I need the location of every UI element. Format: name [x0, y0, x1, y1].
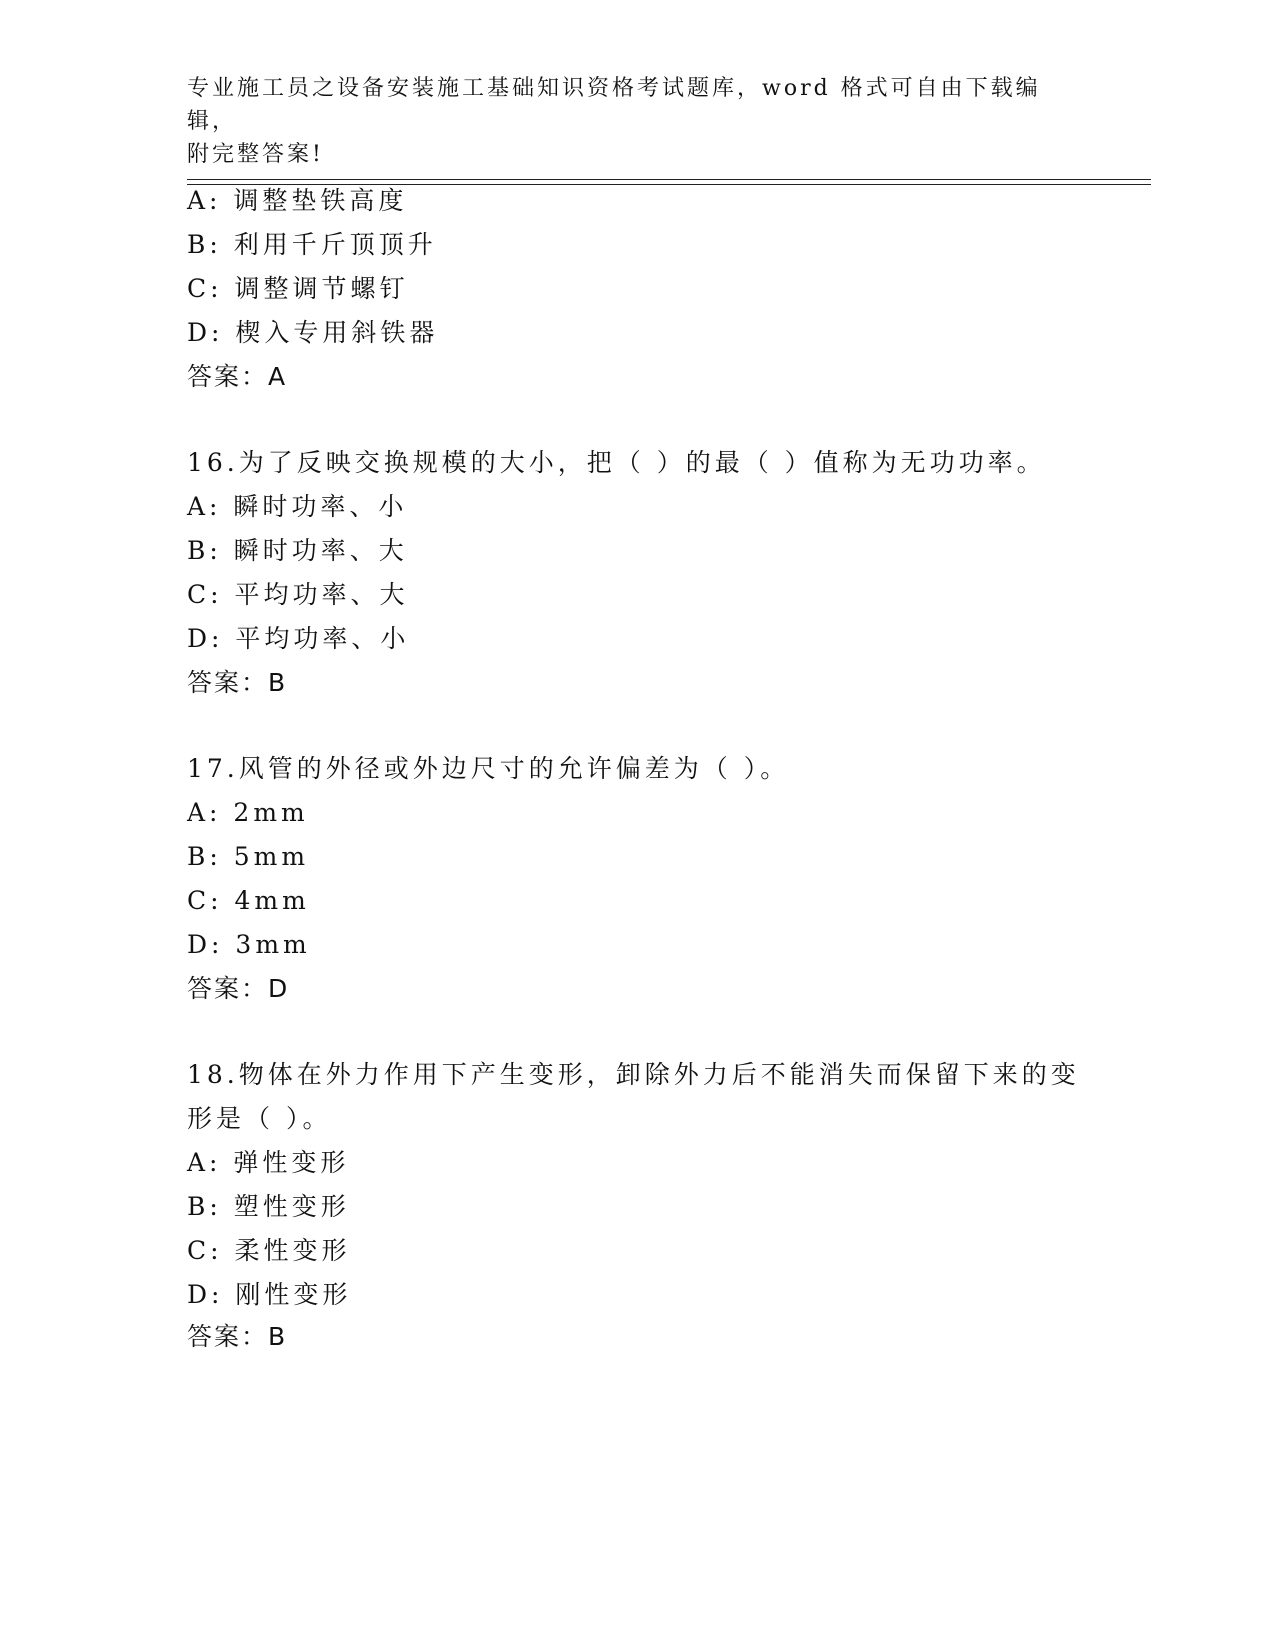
header-divider-bottom [187, 184, 1151, 185]
question-text-line-2: 形是（ ）。 [187, 1104, 332, 1133]
option-b: B: 利用千斤顶顶升 [187, 230, 437, 259]
option-b: B: 瞬时功率、大 [187, 536, 408, 565]
option-a: A: 调整垫铁高度 [187, 186, 408, 215]
option-b: B: 5mm [187, 842, 310, 871]
option-d: D: 刚性变形 [187, 1280, 352, 1309]
option-b: B: 塑性变形 [187, 1192, 350, 1221]
document-header [187, 72, 1087, 171]
option-d: D: 3mm [187, 930, 311, 959]
question-text-line-1: 18.物体在外力作用下产生变形，卸除外力后不能消失而保留下来的变 [187, 1060, 1080, 1089]
option-c: C: 调整调节螺钉 [187, 274, 409, 303]
header-divider-top [187, 179, 1151, 180]
header-line-2: 附完整答案! [187, 142, 324, 167]
answer-label: 答案：B [187, 668, 288, 697]
option-a: A: 2mm [187, 798, 309, 827]
question-text: 17.风管的外径或外边尺寸的允许偏差为（ ）。 [187, 754, 790, 783]
option-d: D: 楔入专用斜铁器 [187, 318, 439, 347]
option-c: C: 平均功率、大 [187, 580, 409, 609]
option-d: D: 平均功率、小 [187, 624, 410, 653]
answer-label: 答案：B [187, 1322, 288, 1351]
option-a: A: 弹性变形 [187, 1148, 350, 1177]
option-c: C: 柔性变形 [187, 1236, 351, 1265]
answer-label: 答案：D [187, 974, 290, 1003]
question-text: 16.为了反映交换规模的大小，把（ ）的最（ ）值称为无功功率。 [187, 448, 1046, 477]
header-line-1: 专业施工员之设备安装施工基础知识资格考试题库，word 格式可自由下载编辑， [187, 76, 1041, 134]
option-a: A: 瞬时功率、小 [187, 492, 408, 521]
option-c: C: 4mm [187, 886, 310, 915]
answer-label: 答案：A [187, 362, 288, 391]
